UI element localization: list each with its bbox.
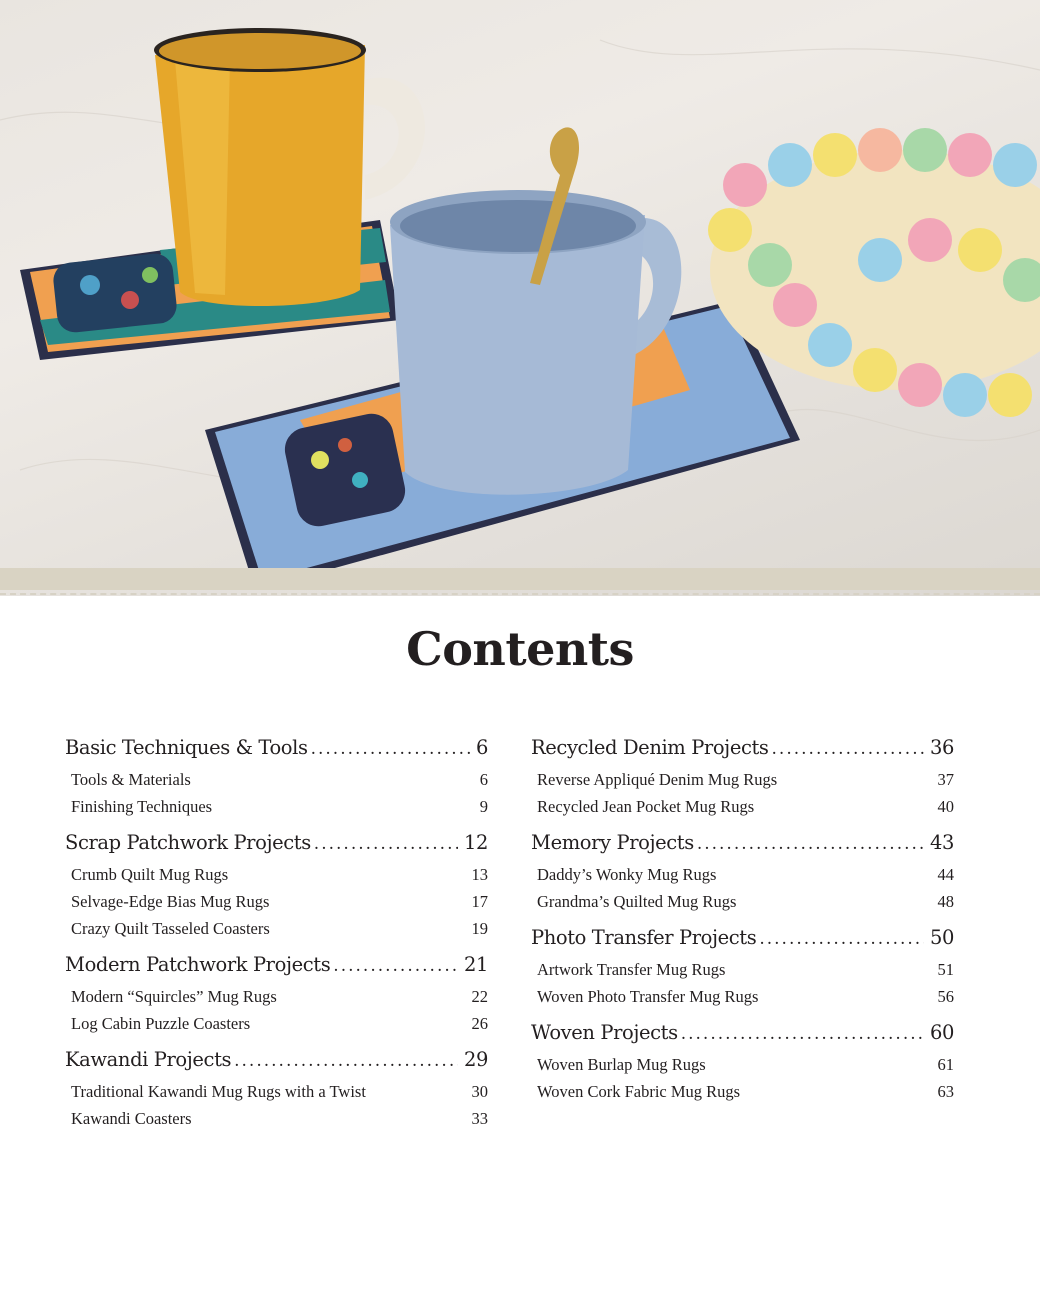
toc-section xyxy=(65,1048,488,1132)
entry-title: Daddy’s Wonky Mug Rugs xyxy=(537,865,717,884)
entry-title: Finishing Techniques xyxy=(71,797,213,816)
entry-page-number: 63 xyxy=(937,1082,954,1101)
section-page-number: 21 xyxy=(463,953,488,976)
toc-entry[interactable] xyxy=(531,793,954,820)
toc-entry[interactable] xyxy=(531,766,954,793)
entry-page-number: 13 xyxy=(471,865,488,884)
entry-title: Woven Photo Transfer Mug Rugs xyxy=(537,987,759,1006)
entry-title: Recycled Jean Pocket Mug Rugs xyxy=(537,797,755,816)
entry-title: Crumb Quilt Mug Rugs xyxy=(71,865,229,884)
toc-entry[interactable] xyxy=(65,915,488,942)
toc-section xyxy=(531,736,954,820)
section-page-number: 29 xyxy=(463,1048,488,1071)
toc-section-heading[interactable] xyxy=(65,736,488,766)
entry-page-number: 56 xyxy=(937,987,954,1006)
toc-entry[interactable] xyxy=(65,983,488,1010)
entry-page-number: 48 xyxy=(937,892,954,911)
section-page-number: 12 xyxy=(463,831,488,854)
toc-section xyxy=(65,831,488,942)
toc-entry[interactable] xyxy=(531,1078,954,1105)
entry-title: Crazy Quilt Tasseled Coasters xyxy=(71,919,270,938)
toc-entry[interactable] xyxy=(531,983,954,1010)
dot-leader xyxy=(697,834,924,854)
entry-page-number: 61 xyxy=(937,1055,954,1074)
mug-rugs-photo xyxy=(0,0,1040,596)
toc-section-heading[interactable] xyxy=(65,953,488,983)
section-title: Photo Transfer Projects xyxy=(531,926,757,949)
entry-page-number: 40 xyxy=(937,797,954,816)
toc-entry[interactable] xyxy=(65,1105,488,1132)
section-page-number: 6 xyxy=(475,736,488,759)
toc-entry[interactable] xyxy=(65,1078,488,1105)
toc-entry[interactable] xyxy=(65,766,488,793)
entry-page-number: 26 xyxy=(471,1014,488,1033)
toc-section xyxy=(65,953,488,1037)
section-title: Kawandi Projects xyxy=(65,1048,232,1071)
entry-page-number: 19 xyxy=(471,919,488,938)
dot-leader xyxy=(311,739,470,759)
entry-page-number: 51 xyxy=(937,960,954,979)
toc-left-column xyxy=(65,736,488,1143)
toc-section-heading[interactable] xyxy=(65,831,488,861)
dashed-divider xyxy=(0,593,1040,595)
dot-leader xyxy=(234,1051,458,1071)
section-title: Woven Projects xyxy=(531,1021,678,1044)
section-title: Recycled Denim Projects xyxy=(531,736,769,759)
toc-entry[interactable] xyxy=(65,888,488,915)
section-title: Scrap Patchwork Projects xyxy=(65,831,311,854)
section-page-number: 36 xyxy=(929,736,954,759)
toc-section-heading[interactable] xyxy=(531,926,954,956)
toc-entry[interactable] xyxy=(531,888,954,915)
entry-title: Log Cabin Puzzle Coasters xyxy=(71,1014,251,1033)
section-page-number: 43 xyxy=(929,831,954,854)
entry-page-number: 30 xyxy=(471,1082,488,1101)
dot-leader xyxy=(772,739,924,759)
cover-photo xyxy=(0,0,1040,596)
toc-section xyxy=(531,926,954,1010)
entry-page-number: 37 xyxy=(937,770,954,789)
toc-right-column xyxy=(531,736,954,1116)
entry-title: Kawandi Coasters xyxy=(71,1109,192,1128)
toc-section xyxy=(65,736,488,820)
entry-page-number: 9 xyxy=(479,797,488,816)
entry-page-number: 33 xyxy=(471,1109,488,1128)
entry-page-number: 6 xyxy=(479,770,488,789)
entry-title: Woven Burlap Mug Rugs xyxy=(537,1055,706,1074)
toc-entry[interactable] xyxy=(65,861,488,888)
toc-entry[interactable] xyxy=(531,956,954,983)
dot-leader xyxy=(333,956,458,976)
toc-section xyxy=(531,1021,954,1105)
entry-page-number: 44 xyxy=(937,865,954,884)
entry-title: Traditional Kawandi Mug Rugs with a Twist xyxy=(71,1082,366,1101)
dot-leader xyxy=(314,834,458,854)
dot-leader xyxy=(681,1024,924,1044)
toc-entry[interactable] xyxy=(531,1051,954,1078)
toc-section-heading[interactable] xyxy=(65,1048,488,1078)
toc-section xyxy=(531,831,954,915)
toc-entry[interactable] xyxy=(65,1010,488,1037)
entry-page-number: 22 xyxy=(471,987,488,1006)
section-title: Memory Projects xyxy=(531,831,694,854)
section-page-number: 60 xyxy=(929,1021,954,1044)
toc-entry[interactable] xyxy=(65,793,488,820)
toc-section-heading[interactable] xyxy=(531,831,954,861)
entry-page-number: 17 xyxy=(471,892,488,911)
dot-leader xyxy=(759,929,924,949)
entry-title: Modern “Squircles” Mug Rugs xyxy=(71,987,277,1006)
section-page-number: 50 xyxy=(929,926,954,949)
entry-title: Grandma’s Quilted Mug Rugs xyxy=(537,892,737,911)
toc-section-heading[interactable] xyxy=(531,736,954,766)
toc-section-heading[interactable] xyxy=(531,1021,954,1051)
section-title: Basic Techniques & Tools xyxy=(65,736,308,759)
page-title: Contents xyxy=(406,622,634,676)
entry-title: Tools & Materials xyxy=(71,770,191,789)
toc-entry[interactable] xyxy=(531,861,954,888)
entry-title: Artwork Transfer Mug Rugs xyxy=(537,960,726,979)
entry-title: Selvage-Edge Bias Mug Rugs xyxy=(71,892,270,911)
entry-title: Woven Cork Fabric Mug Rugs xyxy=(537,1082,741,1101)
section-title: Modern Patchwork Projects xyxy=(65,953,331,976)
photo-bottom-band xyxy=(0,568,1040,590)
entry-title: Reverse Appliqué Denim Mug Rugs xyxy=(537,770,778,789)
